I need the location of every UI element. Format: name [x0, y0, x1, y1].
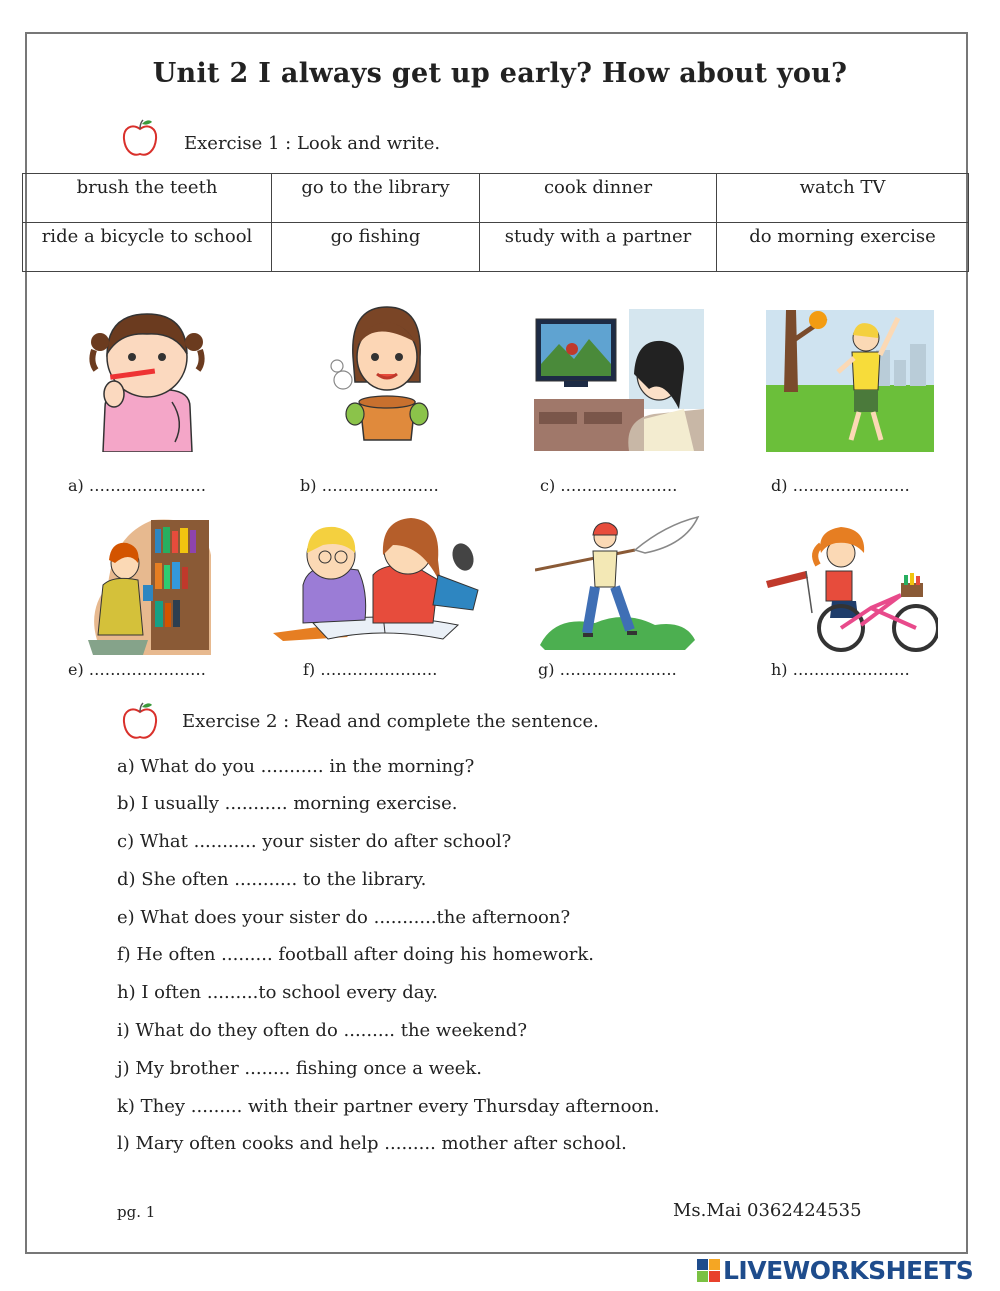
brand-text: LIVEWORKSHEETS [723, 1255, 974, 1285]
girl-watching-tv-picture [534, 309, 704, 451]
vocab-cell: cook dinner [480, 174, 717, 223]
answer-blank-h[interactable]: h) …………………. [771, 660, 910, 679]
vocab-cell: study with a partner [480, 223, 717, 272]
vocab-cell: go to the library [272, 174, 480, 223]
sentence-item[interactable]: k) They ......... with their partner every Thursday afternoon. [117, 1096, 660, 1117]
answer-blank-d[interactable]: d) …………………. [771, 476, 910, 495]
boy-fishing-picture [535, 515, 700, 650]
exercise-2-heading: Exercise 2 : Read and complete the sentence. [182, 711, 599, 732]
woman-cooking-picture [325, 302, 435, 447]
vocab-cell: brush the teeth [23, 174, 272, 223]
vocabulary-table [22, 173, 969, 272]
sentence-item[interactable]: l) Mary often cooks and help ......... mother after school. [117, 1133, 627, 1154]
sentence-item[interactable]: d) She often ........... to the library. [117, 869, 427, 890]
answer-blank-f[interactable]: f) …………………. [303, 660, 438, 679]
vocab-cell: go fishing [272, 223, 480, 272]
sentence-item[interactable]: f) He often ......... football after doing his homework. [117, 944, 594, 965]
sentence-item[interactable]: c) What ........... your sister do after school? [117, 831, 512, 852]
vocab-cell: ride a bicycle to school [23, 223, 272, 272]
page-number: pg. 1 [117, 1203, 156, 1221]
liveworksheets-logo [697, 1254, 973, 1286]
worksheet-title: Unit 2 I always get up early? How about you? [152, 58, 848, 89]
sentence-item[interactable]: e) What does your sister do ...........the afternoon? [117, 907, 571, 928]
author-contact: Ms.Mai 0362424535 [673, 1200, 862, 1221]
answer-blank-g[interactable]: g) …………………. [538, 660, 677, 679]
table-row [23, 174, 969, 223]
apple-icon [120, 700, 160, 742]
answer-blank-e[interactable]: e) …………………. [68, 660, 206, 679]
sentence-item[interactable]: i) What do they often do ......... the weekend? [117, 1020, 527, 1041]
sentence-item[interactable]: b) I usually ........... morning exercise. [117, 793, 458, 814]
girl-brushing-teeth-picture [80, 302, 215, 452]
answer-blank-a[interactable]: a) …………………. [68, 476, 206, 495]
vocab-cell: do morning exercise [717, 223, 969, 272]
answer-blank-c[interactable]: c) …………………. [540, 476, 678, 495]
woman-at-library-picture [83, 515, 213, 660]
boy-morning-exercise-picture [766, 310, 934, 452]
exercise-1-heading: Exercise 1 : Look and write. [184, 133, 441, 154]
sentence-item[interactable]: j) My brother ........ fishing once a week. [117, 1058, 483, 1079]
vocab-cell: watch TV [717, 174, 969, 223]
girl-riding-bicycle-picture [766, 513, 938, 658]
apple-icon [120, 117, 160, 159]
table-row [23, 223, 969, 272]
logo-mark-icon [697, 1259, 720, 1282]
sentence-item[interactable]: h) I often .........to school every day. [117, 982, 438, 1003]
sentence-item[interactable]: a) What do you ........... in the morning? [117, 756, 475, 777]
answer-blank-b[interactable]: b) …………………. [300, 476, 439, 495]
children-studying-picture [273, 515, 488, 643]
